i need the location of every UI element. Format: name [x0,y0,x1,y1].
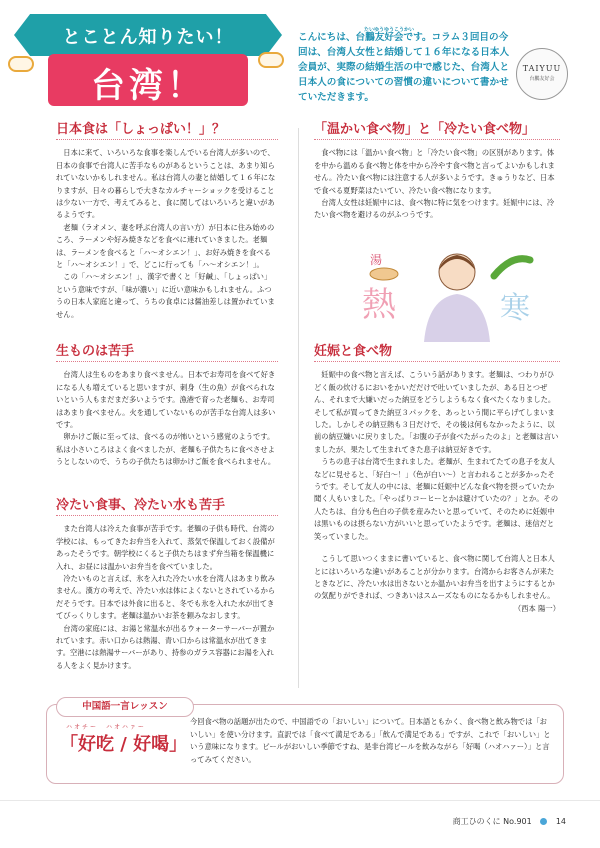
column-divider [298,128,299,688]
section-pregnancy [314,346,560,615]
paragraph: この「ハ〜オシエン！」、漢字で書くと「好鹹」、「しょっぱい」という意味ですが、「味が濃い」に近い意味かもしれません。ふつうの日本人家庭と違って、うちの食卓には醤油差しは置かれていません。 [56,272,275,319]
publication-name: 商工ひのくに [452,817,501,826]
lesson-tag: 中国語一言レッスン [56,697,194,717]
paragraph: 妊娠中の食べ物と言えば、こういう話があります。老麺は、つわりがひどく飯の炊けるにおいをかいだだけで吐いていましたが、ある日とつぜん、それまで大嫌いだった納豆をどうしようもなく食べたくなりました。そして私が買ってきた納豆３パックを、あっという間に平らげてしまいました。しかしその納豆熱も３日だけで、その後は何もなかったように、以前の納豆嫌いに戻りました。「お腹の子が食べたがったのよ」と老麺は言いましたが、果たして生まれてきた息子は納豆好きです。 [314,370,559,454]
intro-text [298,27,513,105]
hot-label: 熱 [362,285,396,325]
steam-label: 湯 [370,253,383,267]
author: （西本 陽一） [513,603,560,613]
cloud-decoration-icon [8,56,34,72]
paragraph: 台湾人女性は妊娠中には、食べ物に特に気をつけます。妊娠中には、冷たい食べ物を避けるのがふつうです。 [314,198,555,220]
section-salty [56,124,278,321]
section-cold-food [56,500,278,672]
paragraph: 老麺（ラオメン、妻を呼ぶ台湾人の言い方）が日本に住み始めのころ、ラーメンや好み焼きなどを食べに連れていきました。老麺は、ラーメンを食べると「ハ〜オシエン！」、お好み焼きを食べると「ハ〜オシエン！」で、どこに行っても「ハ〜オシエン！」。 [56,222,275,270]
paragraph: 冷たいものと言えば、氷を入れた冷たい水を台湾人はあまり飲みません。漢方の考えで、冷たい水は体によくないとされているからだそうです。日本では外食に出ると、冬でも氷を入れた水が出てきてびっくりします。老麺は温かいお茶を頼みなおします。 [56,574,276,621]
cold-label: 寒 [500,291,530,326]
paragraph: 卵かけご飯に至っては、食べるのが怖いという感覚のようです。私は小さいころはよく食べましたが、老麺も子供たちに食べさせようとしないので、うちの子供たちは卵かけご飯を食べられません。 [56,432,276,467]
paragraph: 台湾人は生ものをあまり食べません。日本でお寿司を食べて好きになる人も増えていると思いますが、刺身（生の魚）が食べられないという人もまだまだ多いようです。漁港で育った老麺も、お寿司はあまり食べません。火を通していないものが苦手な台湾人は多いです。 [56,370,276,430]
paragraph: うちの息子は台湾で生まれました。老麺が、生まれてたての息子を友人などに見せると、「好白〜！」（色が白い〜）と言われることが多かったそうです。そして友人の中には、老麺に妊娠中どんな食べ物を摂っていたか聞く人もいました。「やっぱりコーヒーとかは避けていたの？」とか。その人たちは、自分も色白の子供を産みたいと思っていて、そのために妊娠中は黒いものは摂らない方がいいと思っていたようです。老麺は、迷信だと笑っていました。 [314,457,559,541]
taiyuu-logo [516,48,568,100]
lesson-text: 今回食べ物の話題が出たので、中国語での「おいしい」について。日本語ともかく、食べ物と飲み物では「おいしい」を使い分けます。直訳では「食べて満足である」「飲んで満足である」ですが、これで「おいしい」という意味になります。ビールがおいしい季節ですね、是非台湾ビールを飲みながら「好喝（ハオハァー）」と言ってみてください。 [190,717,551,764]
section-hot-cold-food [314,124,560,222]
footer-dot-icon [540,818,547,825]
banner-title-line1: とことん知りたい！ [62,27,234,48]
intro-ruby: たいゆうゆうこうかい [364,27,415,33]
cloud-decoration-icon [258,52,284,68]
paragraph: 食べ物には「温かい食べ物」と「冷たい食べ物」の区別があります。体を中から温める食べ物と体を中から冷やす食べ物と言ってよいかもしれません。冷たい食べ物には注意する人が多いようです。きゅうりなど、日本で食べる夏野菜はたいてい、冷たい食べ物になります。 [314,148,555,195]
section-heading: 「温かい食べ物」と「冷たい食べ物」 [314,124,560,140]
section-heading: 妊娠と食べ物 [314,346,560,362]
section-raw-food [56,346,278,469]
issue-number: No.901 [503,817,532,826]
bowl-icon [370,268,398,280]
cucumber-icon [494,259,530,276]
lesson-phrase: 「好吃 / 好喝」 [60,734,188,755]
paragraph: また台湾人は冷えた食事が苦手です。老麺の子供も時代、台湾の学校には、もってきたお弁当を入れて、蒸気で保温しておく設備があったそうです。朝学校にくると子供たちはまず弁当箱を保温機に入れ、お昼には温かいお弁当を食べていました。 [56,524,275,571]
banner-title-line2: 台湾！ [91,66,205,106]
person-body-icon [424,294,490,342]
section-heading: 冷たい食事、冷たい水も苦手 [56,500,278,516]
paragraph: こうして思いつくままに書いていると、食べ物に関して台湾人と日本人とにはいろいろな違いがあることが分かります。台湾からお客さんが来たときなどに、冷たい水は出さないとか温かいお弁当を出すようにするとかの気配りができれば、つきあいはスムーズなものになるかもしれません。 [314,554,555,601]
hot-cold-illustration [362,246,552,342]
section-heading: 日本食は「しょっぱい！」？ [56,124,278,140]
section-heading: 生ものは苦手 [56,346,278,362]
title-banner [14,14,282,110]
lesson-ruby: ハオチー ハオハァー [66,724,146,731]
paragraph: 台湾の家庭には、お湯と常温水が出るウォーターサーバーが置かれています。赤い口からは熱湯、青い口からは常温水が出てきます。空港には熱湯サーバーがあり、持参のガラス容器にお湯を入れる人をよく見かけます。 [56,623,275,670]
logo-name: TAIYUU [522,64,562,73]
page-footer [453,816,566,827]
page-number: 14 [555,817,566,826]
paragraph: 日本に来て、いろいろな食事を楽しんでいる台湾人が多いので、日本の食事で台湾人に苦手なものがあるということは、あまり知られていないかもしれません。私は台湾人の妻と結婚して１６年になりますが、日々の暮らしで大きなカルチャーショックを受けることは少ない一方で、考えてみると、食に関してはいろいろと違いがあるようです。 [56,148,276,220]
intro-body: こんにちは、台鵬友好会です。コラム３回目の今回は、台湾人女性と結婚して１６年になる日本人会員が、実際の結婚生活の中で感じた、台湾人と日本人の食についての習慣の違いについて書かせていただきます。 [298,32,510,103]
person-head-icon [439,254,475,290]
footer-divider [0,800,600,801]
logo-sub: 台鵬友好会 [529,76,555,82]
